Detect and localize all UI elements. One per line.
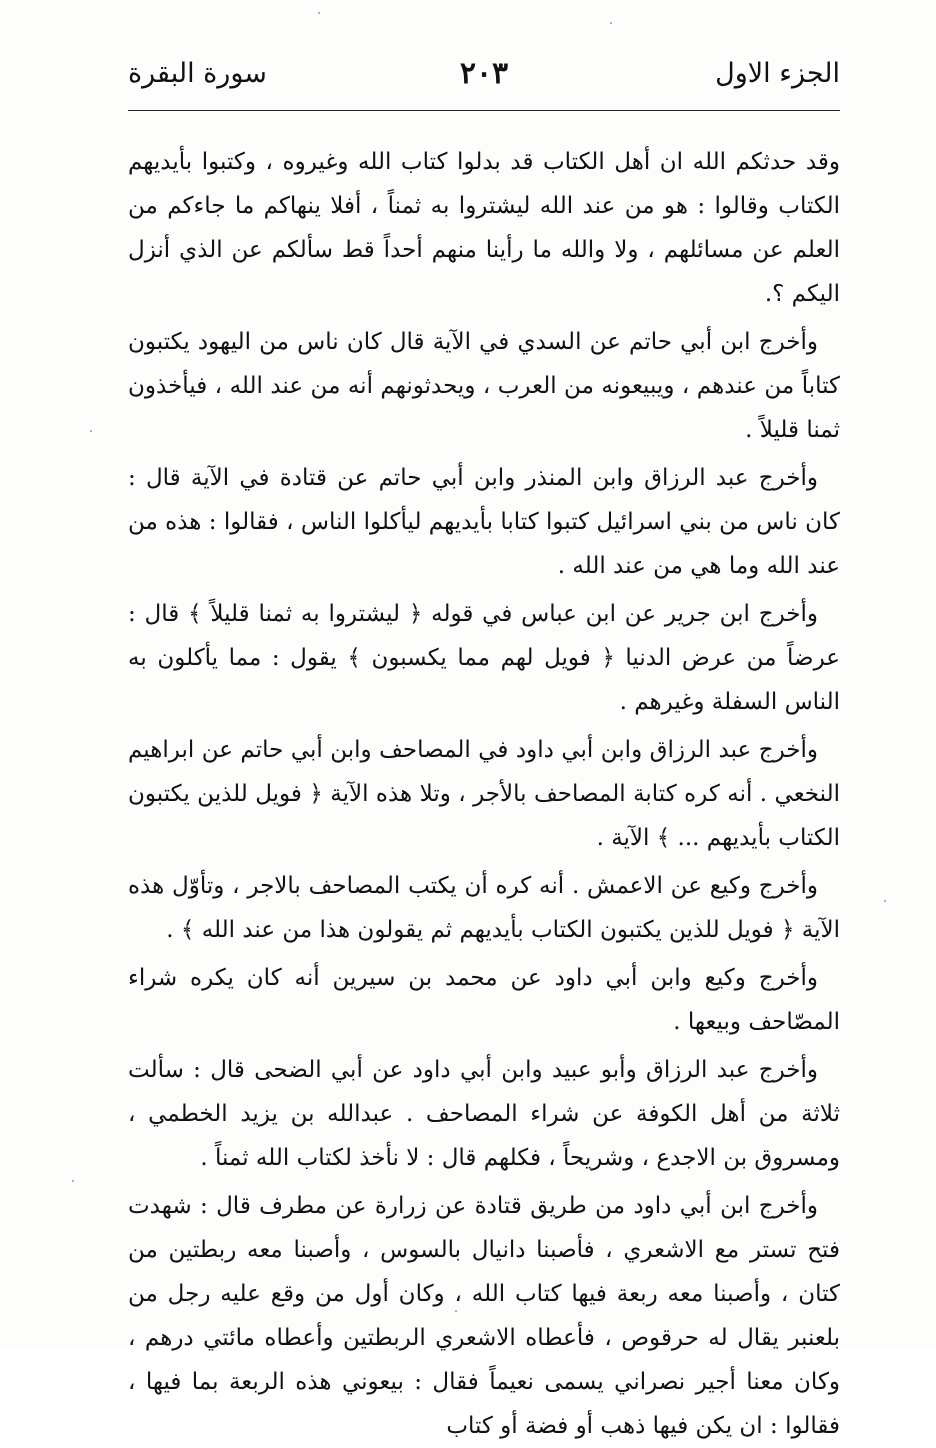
paragraph-8: وأخرج عبد الرزاق وأبو عبيد وابن أبي داود عن أبي الضحى قال : سألت ثلاثة من أهل الكوفة عن شراء المصاحف . عبدالله بن يزيد الخطمي ، ومسروق بن الاجدع ، وشريحاً ، فكلهم قال : لا نأخذ لكتاب الله ثمناً . xyxy=(128,1057,840,1171)
page-number: ٢٠٣ xyxy=(459,56,509,91)
paragraph-5: وأخرج عبد الرزاق وابن أبي داود في المصاحف وابن أبي حاتم عن ابراهيم النخعي . أنه كره كتابة المصاحف بالأجر ، وتلا هذه الآية ﴿ فويل للذين يكتبون الكتاب بأيديهم ... ﴾ الآية . xyxy=(128,737,840,851)
surah-label: سورة البقرة xyxy=(128,58,267,89)
paragraph-3: وأخرج عبد الرزاق وابن المنذر وابن أبي حاتم عن قتادة في الآية قال : كان ناس من بني اسرائيل كتبوا كتابا بأيديهم ليأكلوا الناس ، فقالوا : هذه من عند الله وما هي من عند الله . xyxy=(128,465,840,579)
paragraph-7: وأخرج وكيع وابن أبي داود عن محمد بن سيرين أنه كان يكره شراء المصّاحف وبيعها . xyxy=(128,965,840,1035)
paragraph-9: وأخرج ابن أبي داود من طريق قتادة عن زرارة عن مطرف قال : شهدت فتح تستر مع الاشعري ، فأصبنا دانيال بالسوس ، وأصبنا معه ربطتين من كتان ، وأصبنا معه ربعة فيها كتاب الله ، وكان أول من وقع عليه رجل من بلعنبر يقال له حرقوص ، فأعطاه الاشعري الربطتين وأعطاه مائتي درهم ، وكان معنا أجير نصراني يسمى نعيماً فقال : بيعوني هذه الربعة بما فيها ، فقالوا : ان يكن فيها ذهب أو فضة أو كتاب xyxy=(128,1193,840,1439)
header-rule xyxy=(128,110,840,111)
scan-speck xyxy=(884,900,886,902)
scan-speck xyxy=(455,1310,457,1312)
scan-speck xyxy=(72,1180,74,1182)
paragraph-1: وقد حدثكم الله ان أهل الكتاب قد بدلوا كتاب الله وغيروه ، وكتبوا بأيديهم الكتاب وقالوا : هو من عند الله ليشتروا به ثمناً ، أفلا ينهاكم ما جاءكم من العلم عن مسائلهم ، ولا والله ما رأينا منهم أحداً قط سألكم عن الذي أنزل اليكم ؟. xyxy=(128,149,840,307)
paragraph-2: وأخرج ابن أبي حاتم عن السدي في الآية قال كان ناس من اليهود يكتبون كتاباً من عندهم ، ويبيعونه من العرب ، ويحدثونهم أنه من عند الله ، فيأخذون ثمنا قليلاً . xyxy=(128,329,840,443)
page-header xyxy=(128,58,840,108)
scan-speck xyxy=(90,430,92,432)
scan-speck xyxy=(610,22,612,24)
body-text xyxy=(128,140,840,1448)
part-label: الجزء الاول xyxy=(715,58,840,89)
paragraph-4: وأخرج ابن جرير عن ابن عباس في قوله ﴿ ليشتروا به ثمنا قليلاً ﴾ قال : عرضاً من عرض الدنيا ﴿ فويل لهم مما يكسبون ﴾ يقول : مما يأكلون به الناس السفلة وغيرهم . xyxy=(128,601,840,715)
paragraph-6: وأخرج وكيع عن الاعمش . أنه كره أن يكتب المصاحف بالاجر ، وتأوّل هذه الآية ﴿ فويل للذين يكتبون الكتاب بأيديهم ثم يقولون هذا من عند الله ﴾ . xyxy=(128,873,840,943)
scan-speck xyxy=(318,12,320,14)
